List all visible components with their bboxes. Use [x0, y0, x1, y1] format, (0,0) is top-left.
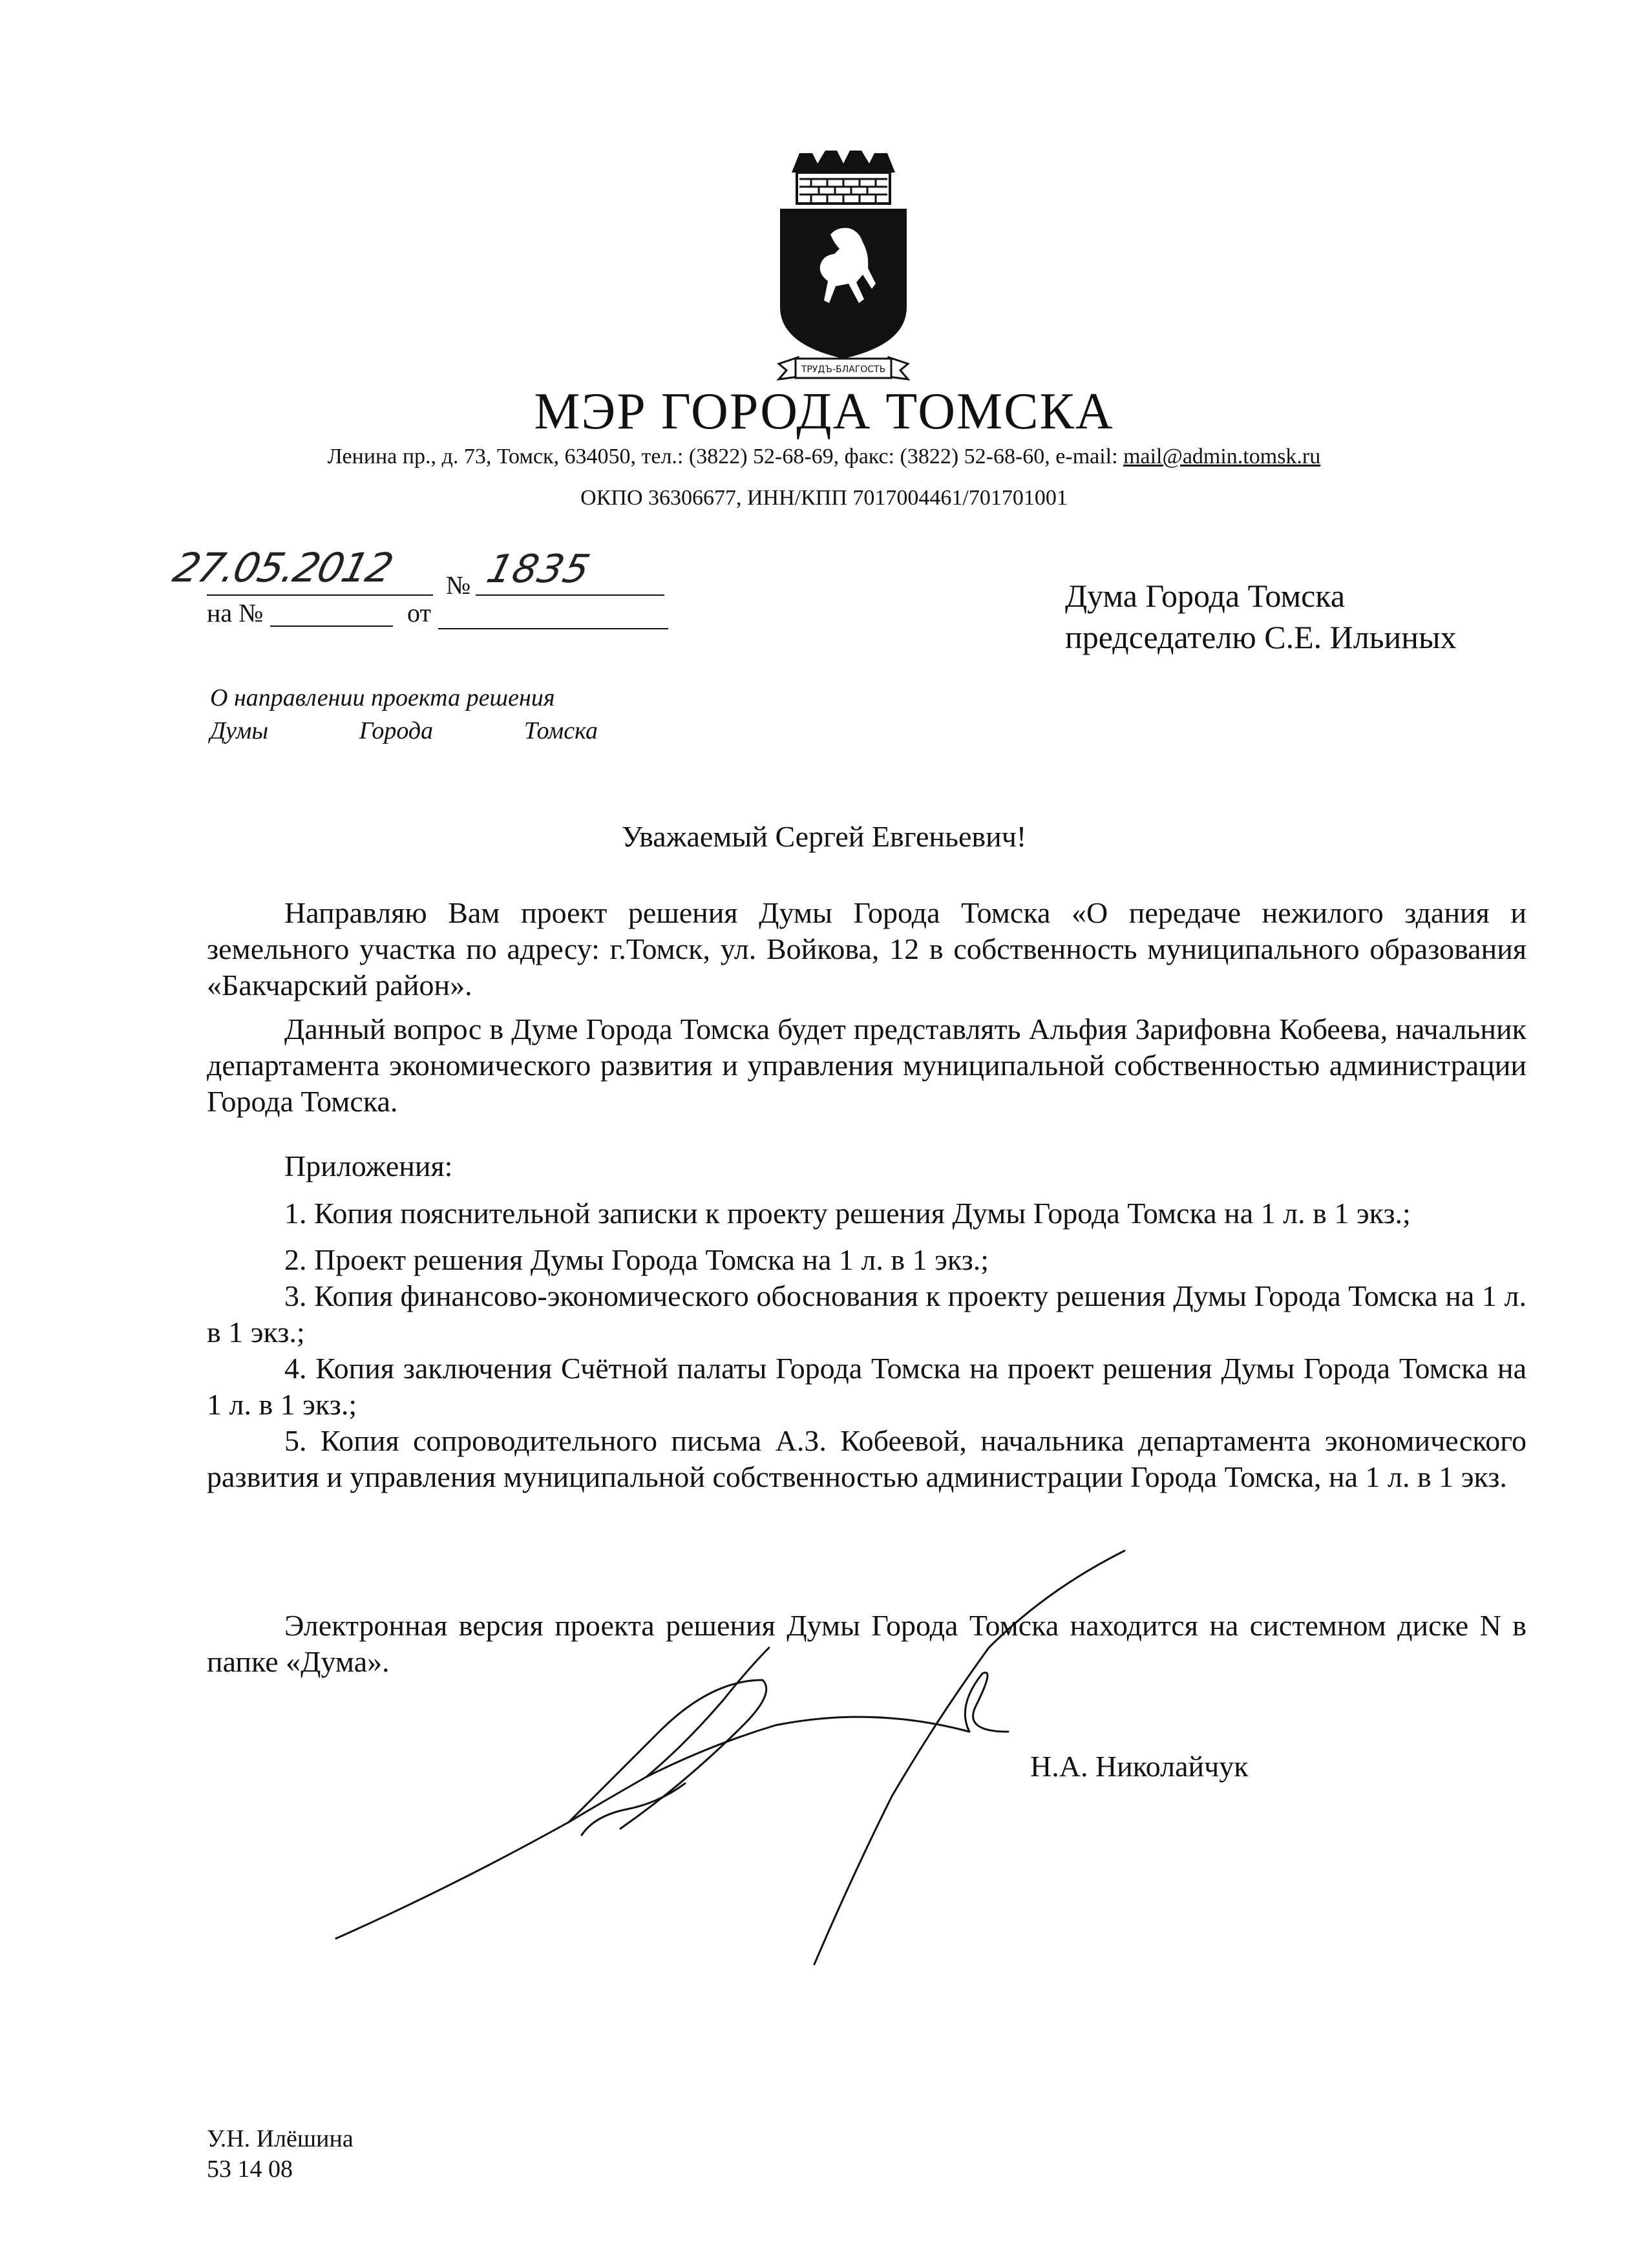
- subject-block: [210, 682, 598, 748]
- crown-icon: [792, 151, 895, 204]
- recipient-organization: Дума Города Томска: [1065, 578, 1346, 614]
- reference-date-line: [438, 628, 668, 629]
- subject-line-2: [210, 715, 598, 748]
- subject-word: Томска: [523, 717, 598, 744]
- recipient-block: [1065, 575, 1457, 658]
- attachments-heading: Приложения:: [284, 1150, 453, 1182]
- electronic-version-note: Электронная версия проекта решения Думы Города Томска находится на системном диске N в папке «Дума».: [207, 1609, 1527, 1678]
- contact-address-phones: Ленина пр., д. 73, Томск, 634050, тел.: (3822) 52-68-69, факс: (3822) 52-68-60, e-mail:: [327, 445, 1124, 468]
- executor-phone: 53 14 08: [207, 2156, 293, 2183]
- executor-name: У.Н. Илёшина: [207, 2125, 354, 2152]
- subject-line-1: О направлении проекта решения: [210, 684, 555, 711]
- attachment-item: 4. Копия заключения Счётной палаты Города Томска на проект решения Думы Города Томска на 1 л. в 1 экз.;: [207, 1352, 1527, 1421]
- motto-ribbon: [779, 357, 908, 379]
- subject-word: Города: [359, 717, 434, 744]
- attachment-item: 5. Копия сопроводительного письма А.З. Кобеевой, начальника департамента экономического развития и управления муниципальной собственностью администрации Города Томска, на 1 л. в 1 экз.: [207, 1424, 1527, 1493]
- svg-text:ТРУДЪ-БЛАГОСТЬ: ТРУДЪ-БЛАГОСТЬ: [801, 364, 886, 375]
- attachment-item: 2. Проект решения Думы Города Томска на 1 л. в 1 экз.;: [284, 1243, 989, 1276]
- signatory-name: Н.А. Николайчук: [1030, 1750, 1249, 1783]
- handwritten-signature: [323, 1538, 1137, 1977]
- attachments-list: [207, 1195, 1527, 1495]
- reference-number-label: на №: [207, 598, 264, 627]
- email-link[interactable]: mail@admin.tomsk.ru: [1123, 445, 1321, 468]
- attachment-item: 1. Копия пояснительной записки к проекту решения Думы Города Томска на 1 л. в 1 экз.;: [284, 1197, 1411, 1230]
- reference-number-line: [270, 625, 393, 627]
- shield-icon: [780, 209, 907, 359]
- okpo-inn-line: ОКПО 36306677, ИНН/КПП 7017004461/701701001: [580, 486, 1068, 510]
- handwritten-number: 1835: [482, 547, 595, 592]
- attachment-item: 3. Копия финансово-экономического обоснования к проекту решения Думы Города Томска на 1 л. в 1 экз.;: [207, 1279, 1527, 1349]
- page-title: МЭР ГОРОДА ТОМСКА: [534, 383, 1114, 440]
- paragraph-2: Данный вопрос в Думе Города Томска будет представлять Альфия Зарифовна Кобеева, начальник департамента экономического развития и управления муниципальной собственностью администрации Города Томска.: [207, 1013, 1527, 1118]
- greeting: Уважаемый Сергей Евгеньевич!: [621, 820, 1027, 853]
- recipient-person: председателю С.Е. Ильиных: [1065, 619, 1457, 655]
- number-underline: [476, 594, 664, 596]
- number-label: №: [446, 571, 471, 600]
- subject-word: Думы: [210, 717, 269, 744]
- handwritten-date: 27.05.2012: [168, 544, 397, 591]
- reference-date-label: от: [407, 598, 431, 627]
- contact-details: [0, 445, 1648, 469]
- tomsk-coat-of-arms-emblem: [772, 145, 914, 391]
- date-underline: [207, 594, 433, 596]
- paragraph-1: Направляю Вам проект решения Думы Города Томска «О передаче нежилого здания и земельного участка по адресу: г.Томск, ул. Войкова, 12 в собственность муниципального образования «Бакчарский район».: [207, 896, 1527, 1002]
